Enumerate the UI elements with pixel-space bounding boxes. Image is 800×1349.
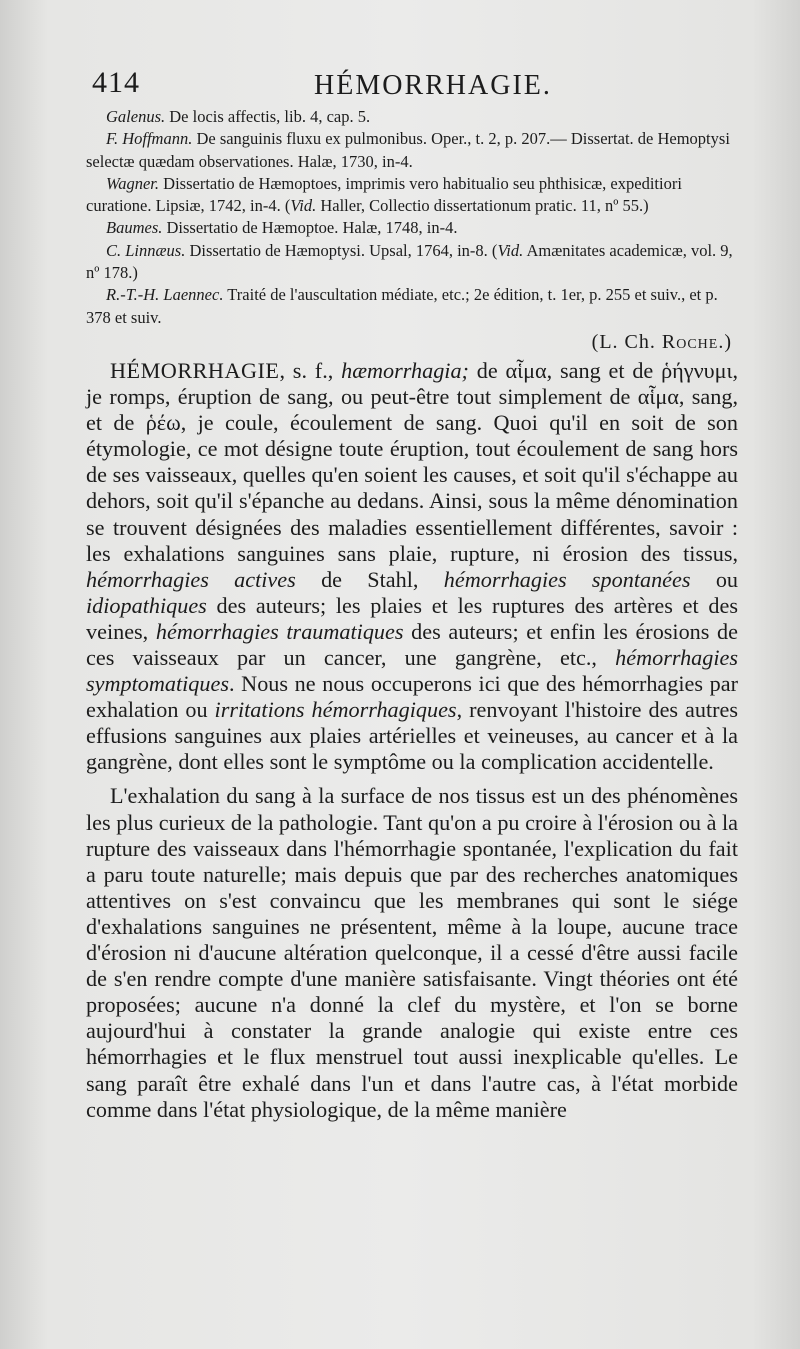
- running-head: [86, 62, 738, 106]
- reference-vid: Vid.: [497, 240, 524, 260]
- reference-author: Galenus.: [106, 107, 166, 126]
- reference-vid: Vid.: [290, 196, 317, 216]
- reference-text: Dissertatio de Hæmoptoes, imprimis vero habitualio seu phthisicæ, expeditiori curatione. Lipsiæ, 1742, in-4. (: [86, 173, 682, 216]
- reference-entry: [86, 217, 738, 239]
- reference-text: Dissertatio de Hæmoptysi. Upsal, 1764, in-8. (: [185, 240, 498, 260]
- author-signature: [86, 331, 732, 354]
- italic-run: idiopathiques: [86, 592, 207, 618]
- reference-text: De sanguinis fluxu ex pulmonibus. Oper., t. 2, p. 207.— Dissertat. de Hemoptysi selectæ quædam observationes. Halæ, 1730, in-4.: [86, 129, 730, 171]
- italic-run: hæmorrhagia;: [341, 357, 469, 383]
- reference-text: Dissertatio de Hæmoptoe. Halæ, 1748, in-4.: [162, 218, 458, 238]
- reference-entry: [86, 128, 738, 173]
- reference-text: Traité de l'auscultation médiate, etc.; 2e édition, t. 1er, p. 255 et suiv., et p. 378 et suiv.: [86, 285, 718, 327]
- bibliography: [86, 106, 738, 329]
- italic-run: hémorrhagies spontanées: [443, 566, 691, 592]
- text-run: des auteurs; les plaies et les ruptures des artères et des veines,: [86, 592, 738, 644]
- reference-author: Baumes.: [106, 218, 163, 238]
- text-run: ou: [690, 566, 738, 592]
- italic-run: irritations hémorrhagiques: [214, 697, 457, 723]
- signature-close: .): [718, 330, 732, 353]
- reference-entry: [86, 284, 738, 329]
- page-number: 414: [92, 66, 140, 99]
- text-run: de Stahl,: [295, 566, 444, 592]
- reference-author: R.-T.-H. Laennec.: [106, 285, 224, 305]
- signature-open: (L. Ch.: [591, 330, 662, 353]
- italic-run: hémorrhagies actives: [86, 566, 296, 592]
- reference-text-cont: Amænitates academicæ, vol. 9, nº 178.): [86, 240, 733, 283]
- running-title: HÉMORRHAGIE.: [314, 70, 552, 101]
- text-run: . Nous ne nous occuperons ici que des hémorrhagies par exhalation ou: [86, 671, 738, 723]
- reference-entry: [86, 106, 738, 128]
- reference-author: Wagner.: [106, 173, 160, 193]
- reference-author: F. Hoffmann.: [106, 129, 193, 149]
- text-run: des auteurs; et enfin les érosions de ces vaisseaux par un cancer, une gangrène, etc.,: [86, 618, 738, 670]
- signature-name: Roche: [661, 330, 719, 353]
- italic-run: hémorrhagies traumatiques: [155, 618, 404, 644]
- headword: HÉMORRHAGIE: [110, 357, 280, 383]
- italic-run: hémorrhagies symptomatiques: [86, 645, 738, 697]
- text-run: , s. f.,: [279, 357, 342, 383]
- article-paragraph: [86, 358, 738, 776]
- reference-text: De locis affectis, lib. 4, cap. 5.: [165, 107, 371, 126]
- article-paragraph: L'exhalation du sang à la surface de nos tissus est un des phénomènes les plus curieux de la pathologie. Tant qu'on a pu croire à l'érosion ou à la rupture des vaisseaux dans l'hémorrhagie spontanée, l'explication du fait a paru toute naturelle; mais depuis que par des recherches anatomiques attentives on s'est convaincu que les membranes qui sont le siége d'exhalations sanguines ne présentent, même à la loupe, aucune trace d'érosion ni d'aucune altération quelconque, il a cessé d'être aussi facile de s'en rendre compte d'une manière satisfaisante. Vingt théories ont été proposées; aucune n'a donné la clef du mystère, et l'on se borne aujourd'hui à constater la grande analogie qui existe entre ces hémorrhagies et le flux menstruel tout aussi inexplicable qu'elles. Le sang paraît être exhalé dans l'un et dans l'autre cas, à l'état morbide comme dans l'état physiologique, de la même manière: [86, 783, 738, 1122]
- text-run: , renvoyant l'histoire des autres effusions sanguines aux plaies artérielles et veineuses, au cancer et à la gangrène, dont elles sont le symptôme ou la complication accidentelle.: [86, 697, 738, 775]
- reference-entry: [86, 173, 738, 218]
- reference-author: C. Linnæus.: [106, 240, 186, 260]
- text-run: de αἷμα, sang et de ῥήγνυμι, je romps, éruption de sang, ou peut-être tout simplement de αἷμα, sang, et de ῥέω, je coule, écoulement de sang. Quoi qu'il en soit de son étymologie, ce mot désigne toute éruption, tout écoulement de sang hors de ses vaisseaux, quelles qu'en soient les causes, et soit qu'il s'échappe au dehors, soit qu'il s'épanche au dedans. Ainsi, sous la même dénomination se trouvent désignées des maladies essentiellement différentes, savoir : les exhalations sanguines sans plaie, rupture, ni érosion des tissus,: [86, 357, 738, 566]
- article-body: [86, 358, 738, 1123]
- reference-entry: [86, 240, 738, 285]
- reference-text-cont: Haller, Collectio dissertationum pratic. 11, nº 55.): [316, 196, 649, 216]
